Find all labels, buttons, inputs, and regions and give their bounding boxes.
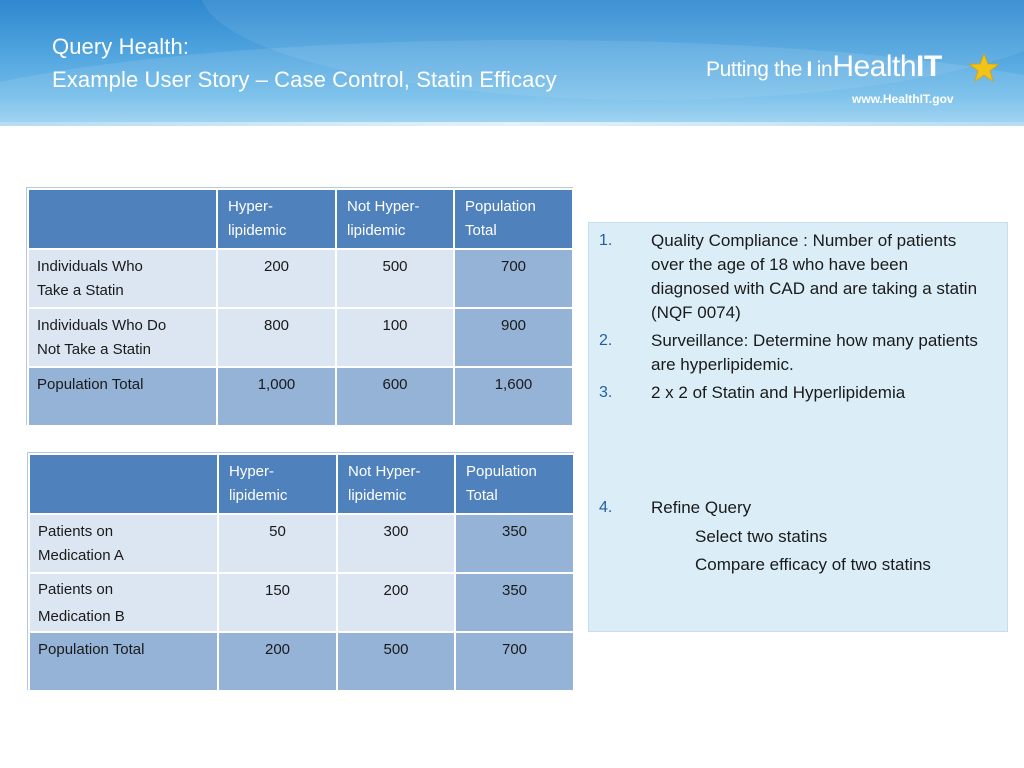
table-cell: 800 [217, 308, 336, 367]
table-cell: 200 [337, 573, 455, 632]
item-number: 1. [599, 232, 613, 249]
logo-url: www.HealthIT.gov [852, 92, 954, 106]
item-text: Surveillance: Determine how many patients are hyperlipidemic. [651, 331, 978, 374]
table-cell: 50 [218, 514, 337, 573]
header-cell-blank [29, 454, 218, 514]
table-row [29, 573, 574, 632]
table-cell: 200 [217, 249, 336, 308]
row-label: Patients on Medication B [29, 573, 218, 632]
item-text: Quality Compliance : Number of patients over the age of 18 who have been diagnosed with CAD and are taking a statin (NQF 0074) [651, 231, 978, 322]
logo-i: I [806, 58, 813, 81]
row-label: Population Total [29, 632, 218, 691]
table-header-row [29, 454, 574, 514]
table-total-row [29, 632, 574, 691]
table-header-row [28, 189, 573, 249]
table-cell: 1,000 [217, 367, 336, 426]
item-number: 3. [599, 384, 613, 401]
header-banner [0, 0, 1024, 126]
header-cell-population-total: Population Total [455, 454, 574, 514]
table-total-row [28, 367, 573, 426]
row-label: Patients on Medication A [29, 514, 218, 573]
row-label: Population Total [28, 367, 217, 426]
table-cell: 150 [218, 573, 337, 632]
table-row [28, 249, 573, 308]
statin-hyperlipidemia-table [27, 188, 574, 427]
table-row [28, 308, 573, 367]
item-text: Refine Query [651, 498, 752, 517]
table-row [29, 514, 574, 573]
table-cell: 100 [336, 308, 454, 367]
row-label: Individuals Who Take a Statin [28, 249, 217, 308]
title-line-2: Example User Story – Case Control, Statin Efficacy [52, 67, 557, 92]
header-cell-population-total: Population Total [454, 189, 573, 249]
header-cell-not-hyperlipidemic: Not Hyper- lipidemic [336, 189, 454, 249]
table-cell-total: 350 [455, 573, 574, 632]
use-case-panel [588, 222, 1008, 632]
medication-hyperlipidemia-table [28, 453, 575, 692]
table-cell-total: 1,600 [454, 367, 573, 426]
table-cell-total: 700 [455, 632, 574, 691]
logo-putting-the: Putting the [706, 58, 803, 81]
header-cell-hyperlipidemic: Hyper- lipidemic [218, 454, 337, 514]
star-icon [968, 52, 1000, 84]
row-label: Individuals Who Do Not Take a Statin [28, 308, 217, 367]
table-cell-total: 350 [455, 514, 574, 573]
sub-item: Select two statins [695, 527, 828, 546]
item-number: 2. [599, 332, 613, 349]
table-cell: 300 [337, 514, 455, 573]
table-cell: 600 [336, 367, 454, 426]
header-cell-hyperlipidemic: Hyper- lipidemic [217, 189, 336, 249]
table-cell-total: 900 [454, 308, 573, 367]
title-line-1: Query Health: [52, 34, 190, 59]
sub-item: Compare efficacy of two statins [695, 555, 931, 574]
table-cell: 500 [337, 632, 455, 691]
logo-it: IT [916, 50, 942, 83]
logo-health: Health [832, 50, 917, 83]
table-cell: 200 [218, 632, 337, 691]
header-cell-blank [28, 189, 217, 249]
item-number: 4. [599, 499, 613, 516]
banner-shine [0, 122, 1024, 126]
slide-title [52, 30, 557, 96]
item-text: 2 x 2 of Statin and Hyperlipidemia [651, 383, 906, 402]
header-cell-not-hyperlipidemic: Not Hyper- lipidemic [337, 454, 455, 514]
table-cell: 500 [336, 249, 454, 308]
healthit-logo [706, 50, 1006, 110]
table-cell-total: 700 [454, 249, 573, 308]
logo-in: in [816, 58, 833, 81]
